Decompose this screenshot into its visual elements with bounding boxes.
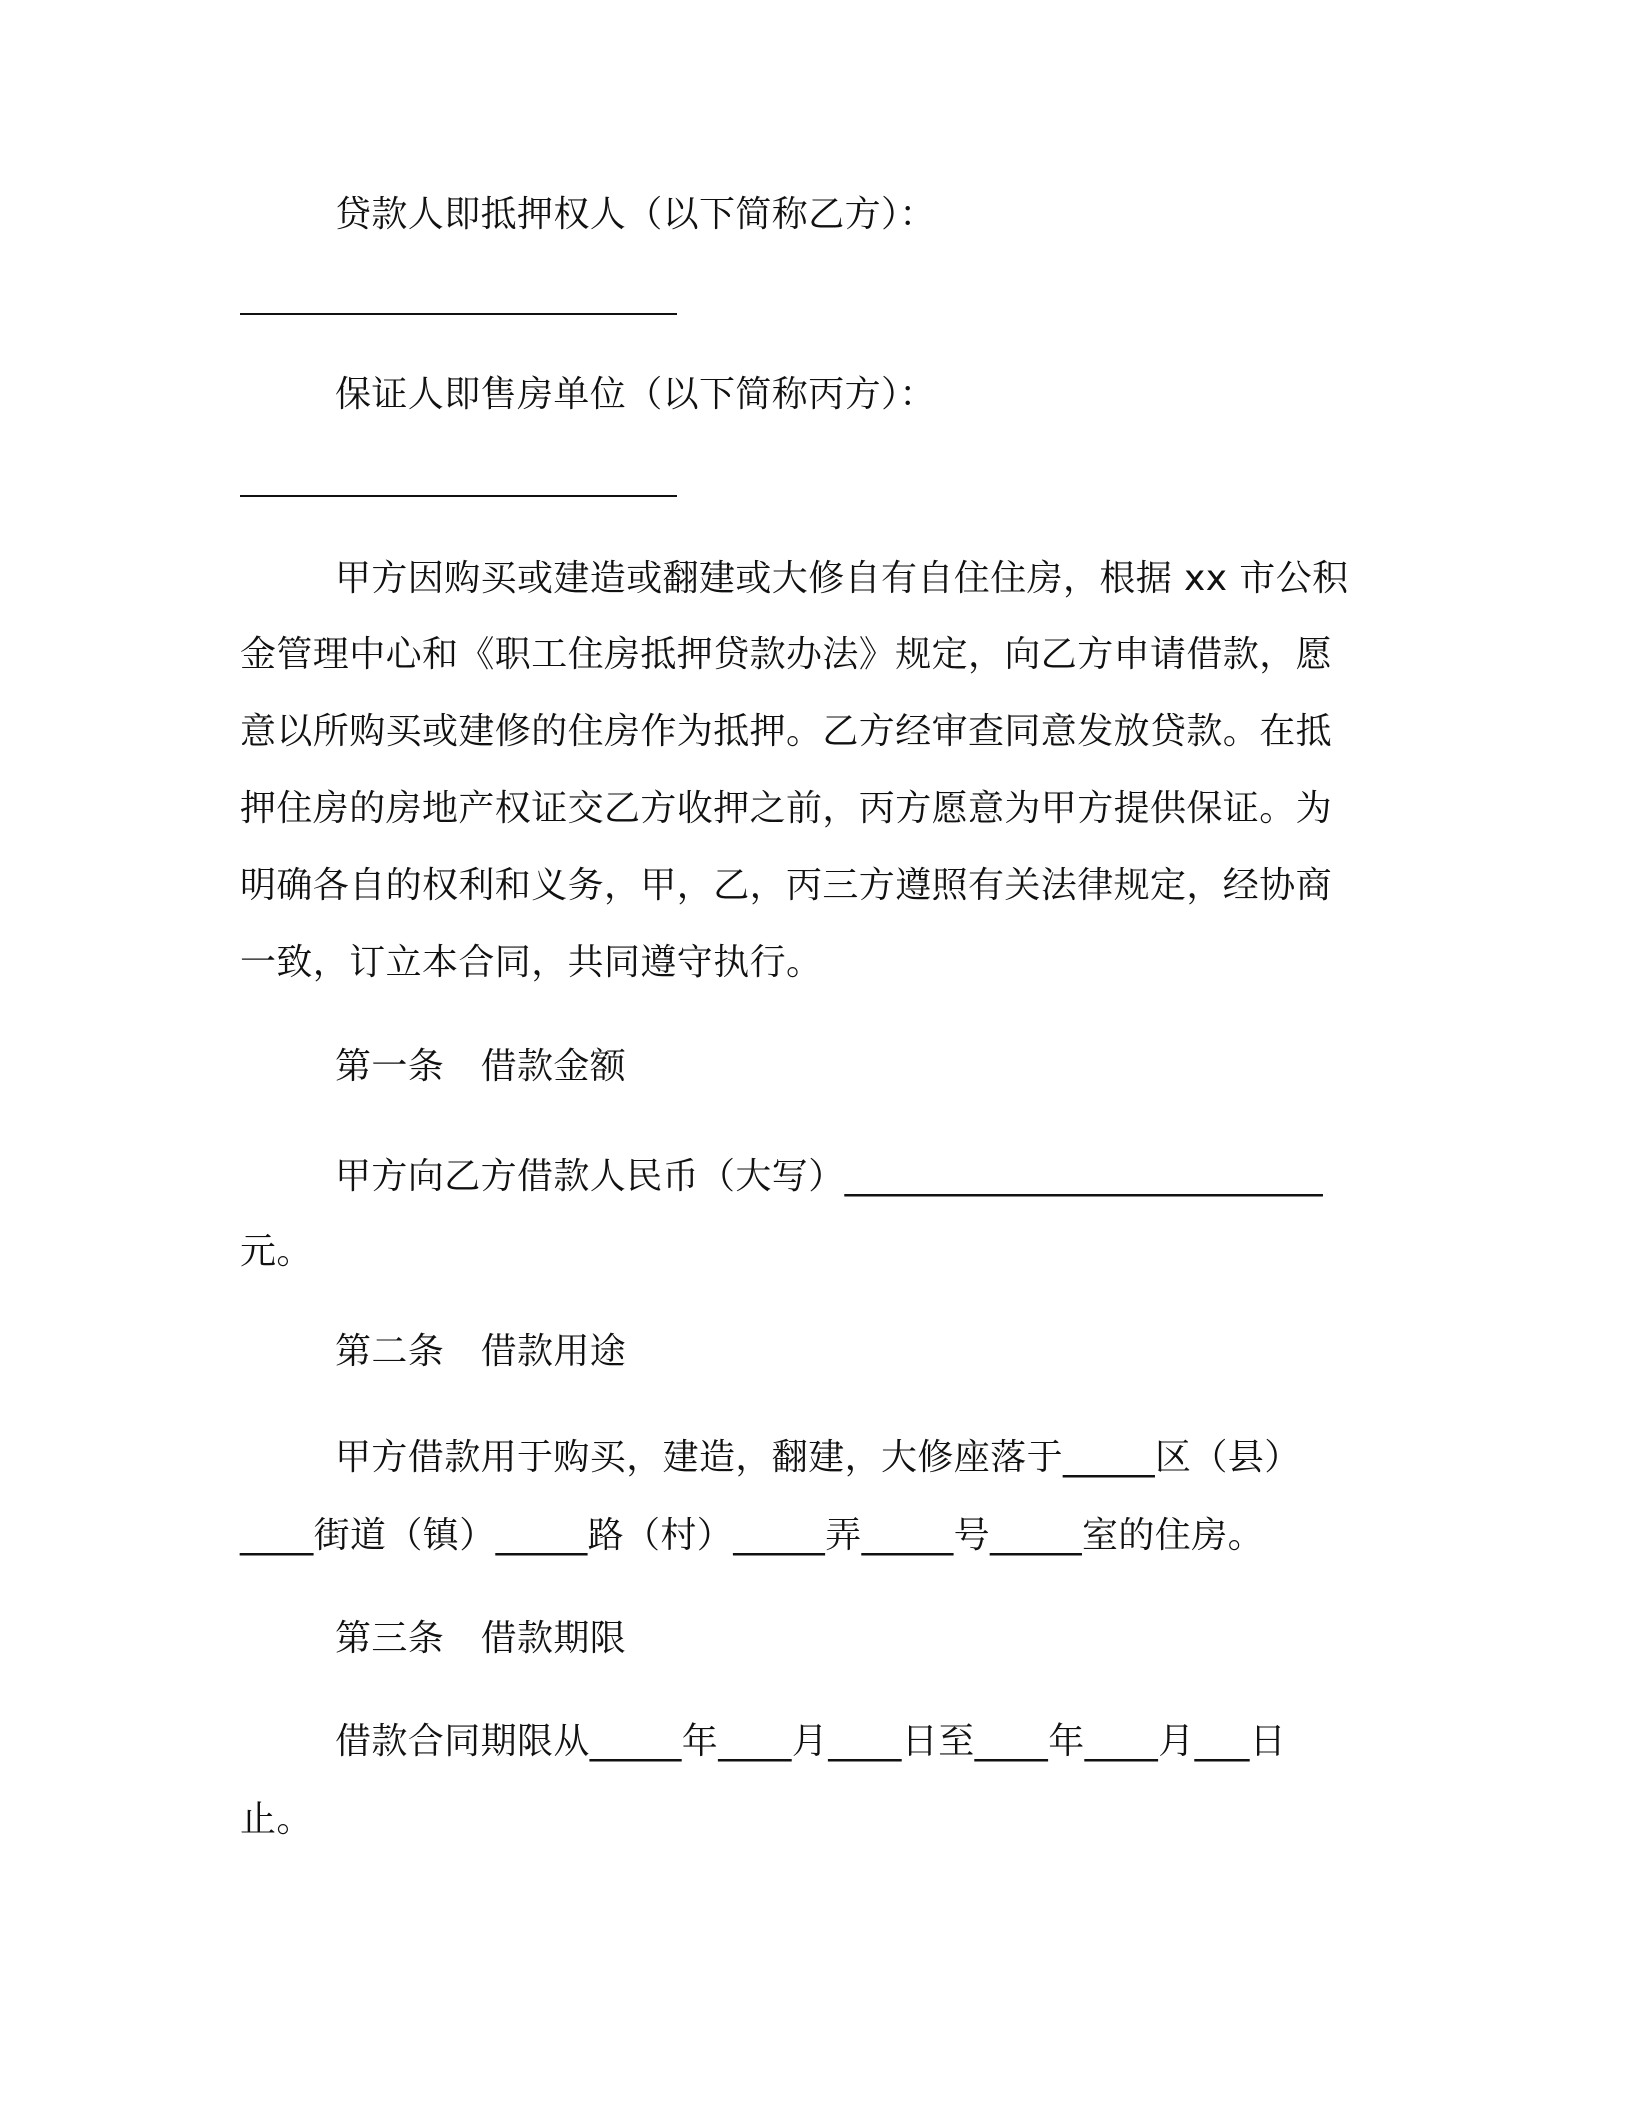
intro-paragraph-line-6: 一致，订立本合同，共同遵守执行。 — [240, 942, 823, 983]
party-c-line: 保证人即售房单位（以下简称丙方）： — [335, 374, 936, 415]
party-b-blank-text — [240, 283, 645, 326]
article-2-line-2: ____街道（镇）_____路（村）_____弄_____号_____室的住房。 — [240, 1515, 1264, 1556]
article-1-title: 第一条 借款金额 — [335, 1046, 627, 1087]
article-3-title: 第三条 借款期限 — [335, 1618, 627, 1659]
article-2-line-1: 甲方借款用于购买，建造，翻建，大修座落于_____区（县） — [335, 1437, 1301, 1478]
article-3-line-1: 借款合同期限从_____年____月____日至____年____月___日 — [335, 1721, 1287, 1762]
article-3-line-2: 止。 — [240, 1799, 313, 1840]
party-c-blank-text — [240, 465, 645, 508]
intro-paragraph-line-1: 甲方因购买或建造或翻建或大修自有自住住房，根据 xx 市公积 — [335, 558, 1349, 599]
article-1-line-1: 甲方向乙方借款人民币（大写）__________________________ — [335, 1156, 1323, 1197]
article-1-line-2: 元。 — [240, 1231, 313, 1272]
party-b-line: 贷款人即抵押权人（以下简称乙方）： — [335, 194, 936, 235]
intro-paragraph-line-4: 押住房的房地产权证交乙方收押之前，丙方愿意为甲方提供保证。为 — [240, 788, 1333, 829]
article-2-title: 第二条 借款用途 — [335, 1331, 627, 1372]
intro-paragraph-line-2: 金管理中心和《职工住房抵押贷款办法》规定，向乙方申请借款，愿 — [240, 634, 1333, 675]
intro-paragraph-line-3: 意以所购买或建修的住房作为抵押。乙方经审查同意发放贷款。在抵 — [240, 711, 1333, 752]
intro-paragraph-line-5: 明确各自的权利和义务，甲，乙，丙三方遵照有关法律规定，经协商 — [240, 865, 1333, 906]
